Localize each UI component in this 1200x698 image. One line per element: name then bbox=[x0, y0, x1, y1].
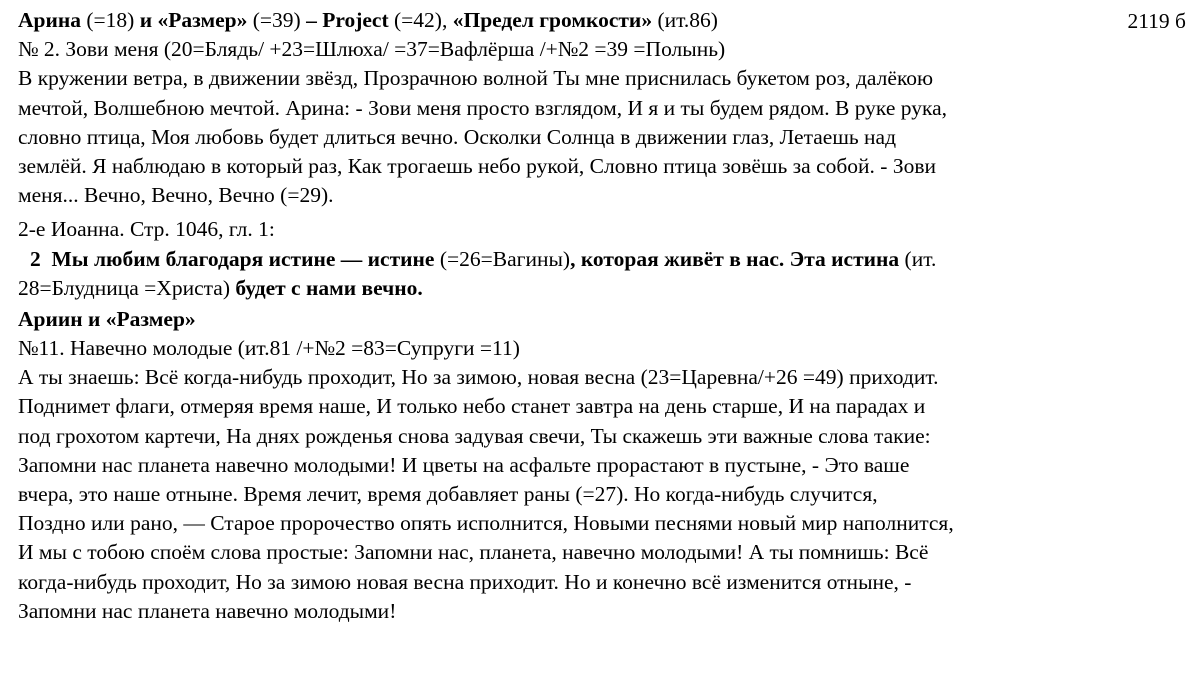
header-limit: «Предел громкости» bbox=[452, 8, 653, 32]
song2-line: Запомни нас планета навечно молодыми! И цветы на асфальте прорастают в пустыне, - Это ваше bbox=[18, 452, 910, 477]
scripture-verse-line-2 bbox=[18, 274, 1188, 303]
song2-line: Поднимет флаги, отмеряя время наше, И только небо станет завтра на день старше, И на парадах и bbox=[18, 394, 926, 419]
song1-line: меня... Вечно, Вечно, Вечно (=29). bbox=[18, 183, 334, 208]
song2-line: вчера, это наше отныне. Время лечит, время добавляет раны (=27). Но когда-нибудь случится, bbox=[18, 482, 878, 506]
song2-line: под грохотом картечи, На днях рожденья снова задувая свечи, Ты скажешь эти важные слова такие: bbox=[18, 423, 931, 448]
song1-line: В кружении ветра, в движении звёзд, Прозрачною волной Ты мне приснилась букетом роз, далёкою bbox=[18, 66, 934, 91]
song2-line: когда-нибудь проходит, Но за зимою новая весна приходит. Но и конечно всё изменится отныне, - bbox=[18, 569, 912, 594]
song2-title: №11. Навечно молодые (ит.81 /+№2 =83=Супруги =11) bbox=[18, 336, 520, 361]
song1-line: мечтой, Волшебною мечтой. Арина: - Зови меня просто взглядом, И я и ты будем рядом. В руке рука, bbox=[18, 95, 948, 120]
verse-bold-1: Мы любим благодаря истине — истине bbox=[51, 246, 435, 271]
header-value-a: (=18) bbox=[81, 8, 140, 32]
song1-title: № 2. Зови меня (20=Блядь/ +23=Шлюха/ =37=Вафлёрша /+№2 =39 =Полынь) bbox=[18, 37, 726, 62]
document-page bbox=[18, 6, 1188, 626]
header-line bbox=[18, 6, 1188, 35]
verse-plain-1: (=26=Вагины) bbox=[434, 246, 571, 271]
verse-bold-2: , которая живёт в нас. Эта истина bbox=[570, 246, 900, 271]
song1-line: словно птица, Моя любовь будет длиться вечно. Осколки Солнца в движении глаз, Летаешь над bbox=[18, 124, 897, 149]
song1-line: землёй. Я наблюдаю в который раз, Как трогаешь небо рукой, Словно птица зовёшь за собой. - Зови bbox=[18, 153, 937, 178]
verse-bold-3: будет с нами вечно. bbox=[235, 275, 423, 300]
song2-line: Запомни нас планета навечно молодыми! bbox=[18, 598, 397, 623]
header-value-d: (ит.86) bbox=[652, 8, 718, 32]
scripture-verse-line-1 bbox=[18, 245, 1188, 274]
verse-plain-3: 28=Блудница =Христа) bbox=[18, 275, 236, 300]
verse-plain-2: (ит. bbox=[899, 246, 937, 271]
song2-line: Поздно или рано, — Старое пророчество опять исполнится, Новыми песнями новый мир наполнится, bbox=[18, 511, 954, 536]
song2-line: И мы с тобою споём слова простые: Запомни нас, планета, навечно молодыми! А ты помнишь: Всё bbox=[18, 540, 929, 565]
header-name-arina: Арина bbox=[18, 8, 82, 32]
page-number: 2119 б bbox=[1127, 9, 1186, 33]
header-value-b: (=39) bbox=[247, 8, 307, 32]
section2-heading bbox=[18, 305, 1188, 334]
header-and-razmer: и «Размер» bbox=[139, 8, 248, 32]
song2-line: А ты знаешь: Всё когда-нибудь проходит, Но за зимою, новая весна (23=Царевна/+26 =49) приходит. bbox=[18, 365, 939, 390]
header-value-c: (=42), bbox=[388, 8, 453, 32]
section2-heading-text: Ариин и «Размер» bbox=[18, 306, 196, 331]
header-project: – Project bbox=[306, 8, 389, 32]
verse-number: 2 bbox=[30, 246, 41, 271]
scripture-reference: 2-е Иоанна. Стр. 1046, гл. 1: bbox=[18, 217, 275, 242]
